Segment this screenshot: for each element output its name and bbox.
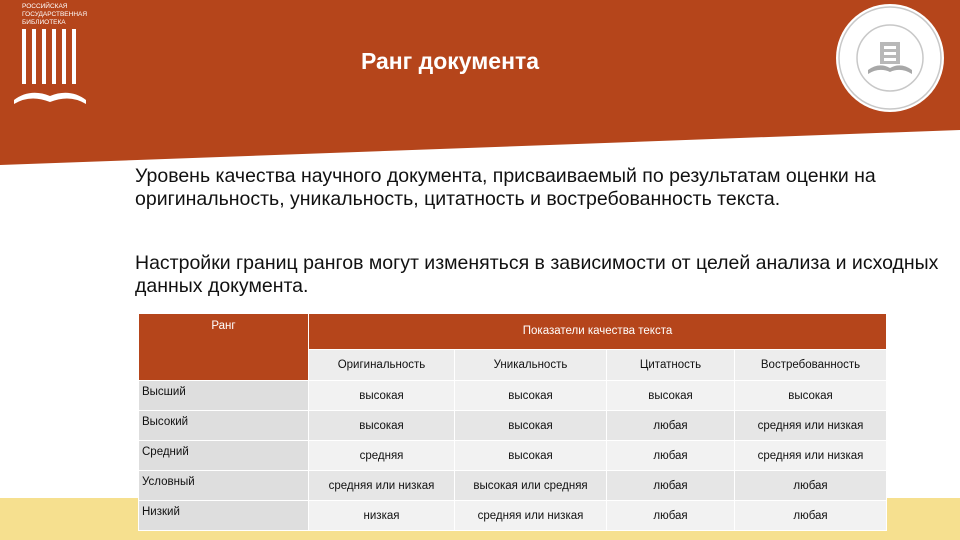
row-rank-label: Высший bbox=[139, 381, 309, 411]
table-cell: средняя или низкая bbox=[455, 501, 607, 531]
table-cell: высокая bbox=[455, 441, 607, 471]
rank-table bbox=[138, 313, 887, 531]
table-cell: средняя или низкая bbox=[735, 411, 887, 441]
table-row bbox=[139, 471, 887, 501]
settings-paragraph: Настройки границ рангов могут изменяться в зависимости от целей анализа и исходных данных документа. bbox=[135, 252, 939, 297]
table-cell: высокая bbox=[607, 381, 735, 411]
definition-paragraph: Уровень качества научного документа, присваиваемый по результатам оценки на оригинальность, уникальность, цитатность и востребованность текста. bbox=[135, 165, 876, 210]
slide-title: Ранг документа bbox=[360, 48, 540, 74]
forum-emblem bbox=[834, 2, 946, 114]
col-uniqueness-header: Уникальность bbox=[455, 349, 607, 380]
library-logo bbox=[10, 0, 95, 110]
quality-group-header: Показатели качества текста bbox=[309, 314, 887, 350]
table-cell: высокая bbox=[309, 411, 455, 441]
rank-column-header: Ранг bbox=[139, 314, 309, 381]
table-header-row bbox=[139, 314, 887, 350]
table-cell: любая bbox=[607, 441, 735, 471]
table-cell: высокая bbox=[455, 411, 607, 441]
table-cell: любая bbox=[607, 501, 735, 531]
table-cell: высокая bbox=[455, 381, 607, 411]
svg-text:ГОСУДАРСТВЕННАЯ: ГОСУДАРСТВЕННАЯ bbox=[22, 11, 88, 18]
table-cell: любая bbox=[607, 411, 735, 441]
table-row bbox=[139, 411, 887, 441]
table-row bbox=[139, 441, 887, 471]
table-cell: средняя или низкая bbox=[309, 471, 455, 501]
col-citation-header: Цитатность bbox=[607, 349, 735, 380]
table-row bbox=[139, 501, 887, 531]
col-demand-header: Востребованность bbox=[735, 349, 887, 380]
table-cell: любая bbox=[735, 501, 887, 531]
row-rank-label: Условный bbox=[139, 471, 309, 501]
table-cell: низкая bbox=[309, 501, 455, 531]
table-cell: любая bbox=[735, 471, 887, 501]
table-cell: средняя bbox=[309, 441, 455, 471]
header-band bbox=[0, 0, 960, 165]
table-cell: любая bbox=[607, 471, 735, 501]
row-rank-label: Высокий bbox=[139, 411, 309, 441]
col-originality-header: Оригинальность bbox=[309, 349, 455, 380]
table-cell: средняя или низкая bbox=[735, 441, 887, 471]
table-cell: высокая bbox=[735, 381, 887, 411]
table-cell: высокая bbox=[309, 381, 455, 411]
table-row bbox=[139, 381, 887, 411]
table-cell: высокая или средняя bbox=[455, 471, 607, 501]
svg-text:БИБЛИОТЕКА: БИБЛИОТЕКА bbox=[22, 19, 66, 26]
svg-text:РОССИЙСКАЯ: РОССИЙСКАЯ bbox=[22, 3, 68, 10]
row-rank-label: Низкий bbox=[139, 501, 309, 531]
row-rank-label: Средний bbox=[139, 441, 309, 471]
